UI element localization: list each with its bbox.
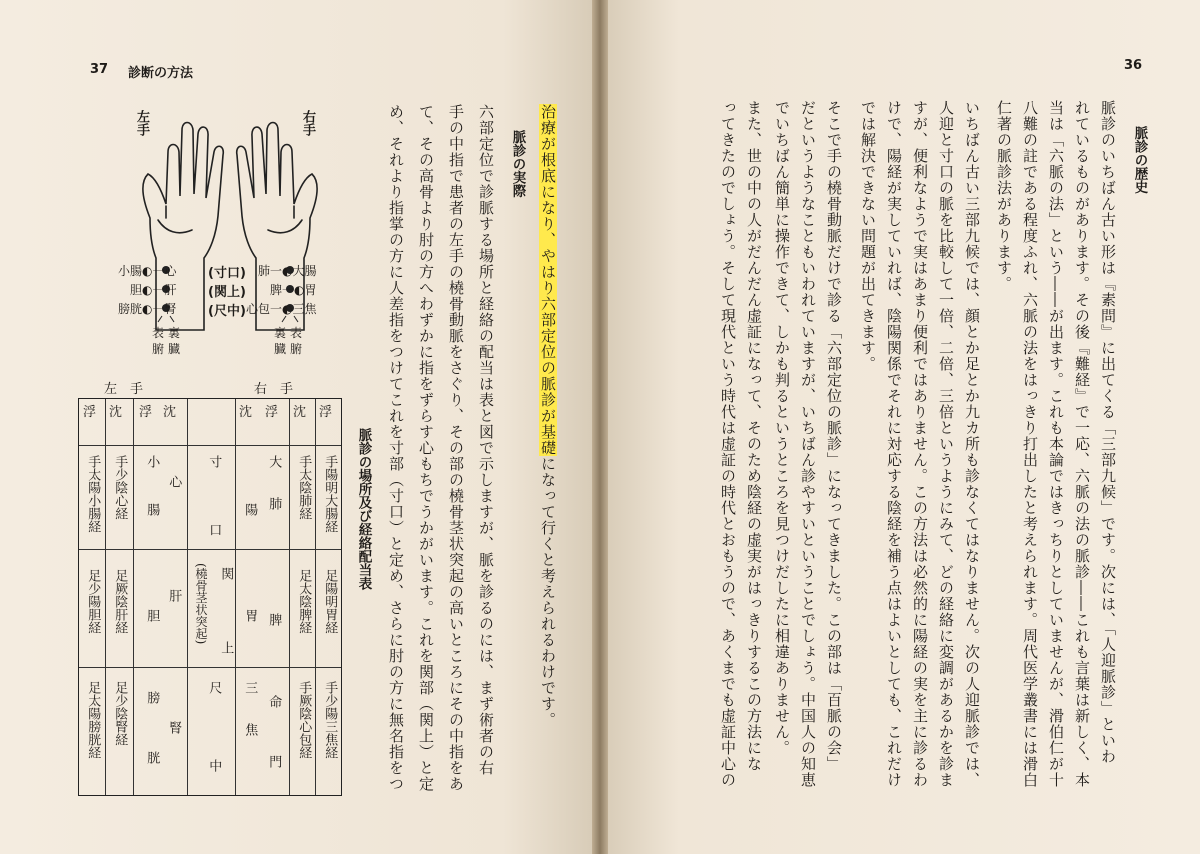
organ-cell: 門 [266, 755, 282, 768]
text-column: 手の中指で患者の左手の橈骨動脈をさぐり、その部の橈骨茎状突起の高いところにその中指をあ [447, 104, 465, 792]
left-fu-label: 腑 [152, 342, 165, 356]
text-column: ってきたのでしょう。そして現代という時代は虚証の時代とおもうので、あくまでも虚証中心の [719, 100, 737, 788]
meridian-cell: 手少陰心経 [112, 455, 128, 520]
meridian-cell: 足少陰腎経 [112, 681, 128, 746]
left-ri-label: 裏 [168, 326, 181, 340]
meridian-cell: 足太陰脾経 [296, 569, 312, 634]
organ-cell: 脾 [266, 613, 282, 626]
left-pulse-label-2: 胆◐一肝 [130, 283, 177, 297]
text-column: けで、陽経が実していれば、陰陽関係でそれに対応する陰経を補う点はよいとしても、これだけ [885, 100, 903, 788]
table-caption: 脈診の場所及び経絡配当表 [355, 428, 372, 590]
page-number: 36 [1124, 58, 1143, 73]
head-cell: 沈 [109, 405, 123, 420]
text-column: でいちばん簡単に操作できて、しかも判るというところを見つけだしたに相違ありません。 [773, 100, 791, 756]
right-pulse-label-1: 肺一◐大腸 [258, 264, 317, 278]
text-column: て、その高骨より肘の方へわずかに指をずらす心もちでうかがいます。これを関部（関上）と定 [417, 104, 435, 792]
meridian-cell: 手陽明大腸経 [322, 455, 338, 533]
table-left-hand-header: 左 手 [104, 382, 144, 397]
left-zou-label: 臓 [168, 342, 181, 356]
section-heading-practice: 脈診の実際 [509, 130, 526, 198]
meridian-cell: 手太陽小腸経 [85, 455, 101, 533]
text-column: だというようなこともいわれていますが、いちばん診やすいということでしょう。中国人の知恵 [799, 100, 817, 788]
text-run: になって行くと考えられるわけです。 [539, 456, 557, 728]
organ-cell: 小 [144, 455, 160, 468]
text-column: そこで手の橈骨動脈だけで診る「六部定位の脈診」になってきました。この部は「百脈の会」 [825, 100, 843, 772]
meridian-cell: 足少陽胆経 [85, 569, 101, 634]
right-fu-label: 腑 [290, 342, 303, 356]
position-cell: 関 [218, 567, 234, 580]
section-heading-history: 脈診の歴史 [1131, 126, 1148, 194]
organ-cell: 肝 [166, 589, 182, 602]
head-cell: 浮 [83, 405, 97, 420]
right-ri-label: 裏 [274, 326, 287, 340]
position-label-shakuchuu: (尺中) [208, 304, 246, 319]
hand-pulse-figure [108, 108, 352, 370]
text-column: 八難の註である程度ふれ、六脈の法をはっきり打出したと考えられます。周代医学叢書には滑白 [1021, 100, 1039, 788]
right-hyou-label: 表 [290, 326, 303, 340]
text-column-first [540, 104, 555, 728]
right-pulse-label-2: 脾一◐胃 [270, 283, 317, 297]
text-column: 仁著の脈診法があります。 [995, 100, 1013, 292]
position-label-kanjou: (関上) [208, 285, 246, 300]
head-cell: 沈 [239, 405, 253, 420]
organ-cell: 胆 [144, 609, 160, 622]
organ-cell: 腎 [166, 721, 182, 734]
text-column: 当は「六脈の法」という――が出ます。これも本論ではきっちりとしていませんが、滑伯仁が十 [1047, 100, 1065, 788]
organ-cell: 大 [266, 455, 282, 468]
meridian-cell: 手厥陰心包経 [296, 681, 312, 759]
book-gutter [592, 0, 608, 854]
left-hyou-label: 表 [152, 326, 165, 340]
head-cell: 沈 [293, 405, 307, 420]
position-cell: 上 [218, 641, 234, 654]
head-cell: 浮 [139, 405, 153, 420]
highlighted-text: 治療が根底になり、やはり六部定位の脈診が基礎 [539, 104, 557, 456]
meridian-cell: 足太陽膀胱経 [85, 681, 101, 759]
right-hand-label: 右手 [300, 110, 315, 136]
head-cell: 沈 [163, 405, 177, 420]
right-page [608, 0, 1200, 854]
position-cell: 口 [206, 523, 222, 536]
text-column: また、世の中の人がだんだん虚証になって、そのため陰経の虚実がはっきりするこの方法にな [745, 100, 763, 772]
meridian-cell: 足厥陰肝経 [112, 569, 128, 634]
text-column: では解決できない問題が出てきます。 [859, 100, 877, 372]
meridian-cell: 足陽明胃経 [322, 569, 338, 634]
text-column: 人迎と寸口の脈を比較して一倍、二倍、三倍というようにみて、どの経絡に変調があるかを診ま [937, 100, 955, 788]
text-column: すが、便利なようで実はあまり便利ではありません。この方法は必然的に陽経の実を主に診るわ [911, 100, 929, 788]
hands-drawing [108, 108, 352, 370]
left-hand-label: 左手 [134, 110, 149, 136]
organ-cell: 命 [266, 695, 282, 708]
organ-cell: 腸 [144, 503, 160, 516]
position-cell: 中 [206, 759, 222, 772]
text-column: れているものがあります。その後『難経』で一応、六脈の法の脈診――これも言葉は新しく、本 [1073, 100, 1091, 788]
organ-cell: 肺 [266, 497, 282, 510]
meridian-cell: 手太陰肺経 [296, 455, 312, 520]
organ-cell: 胃 [242, 609, 258, 622]
text-column: め、それより指掌の方に人差指をつけてこれを寸部（寸口）と定め、さらに肘の方に無名指をつ [387, 104, 405, 792]
position-cell: (橈骨茎状突起) [194, 563, 208, 645]
head-cell: 浮 [319, 405, 333, 420]
right-pulse-label-3: 心包一◐三焦 [246, 302, 317, 316]
left-pulse-label-3: 膀胱◐一腎 [118, 302, 177, 316]
left-pulse-label-1: 小腸◐一心 [118, 264, 177, 278]
meridian-table [78, 398, 342, 796]
running-title: 診断の方法 [128, 66, 194, 81]
text-column: 脈診のいちばん古い形は『素問』に出てくる「三部九候」です。次には、「人迎脈診」といわ [1099, 100, 1117, 765]
table-right-hand-header: 右 手 [254, 382, 294, 397]
organ-cell: 陽 [242, 503, 258, 516]
left-page [0, 0, 592, 854]
position-cell: 尺 [206, 681, 222, 694]
right-hand-outline [237, 123, 317, 331]
head-cell: 浮 [265, 405, 279, 420]
text-column: 六部定位で診脈する場所と経絡の配当は表と図で示しますが、脈を診るのには、まず術者の右 [477, 104, 495, 776]
page-number: 37 [90, 62, 109, 77]
text-column: いちばん古い三部九候では、顔とか足とか九カ所も診なくてはなりません。次の人迎脈診では、 [963, 100, 981, 788]
position-label-sunkou: (寸口) [208, 266, 246, 281]
meridian-cell: 手少陽三焦経 [322, 681, 338, 759]
organ-cell: 胱 [144, 751, 160, 764]
right-zou-label: 臓 [274, 342, 287, 356]
organ-cell: 三 [242, 681, 258, 694]
organ-cell: 膀 [144, 691, 160, 704]
organ-cell: 焦 [242, 723, 258, 736]
position-cell: 寸 [206, 455, 222, 468]
organ-cell: 心 [166, 475, 182, 488]
